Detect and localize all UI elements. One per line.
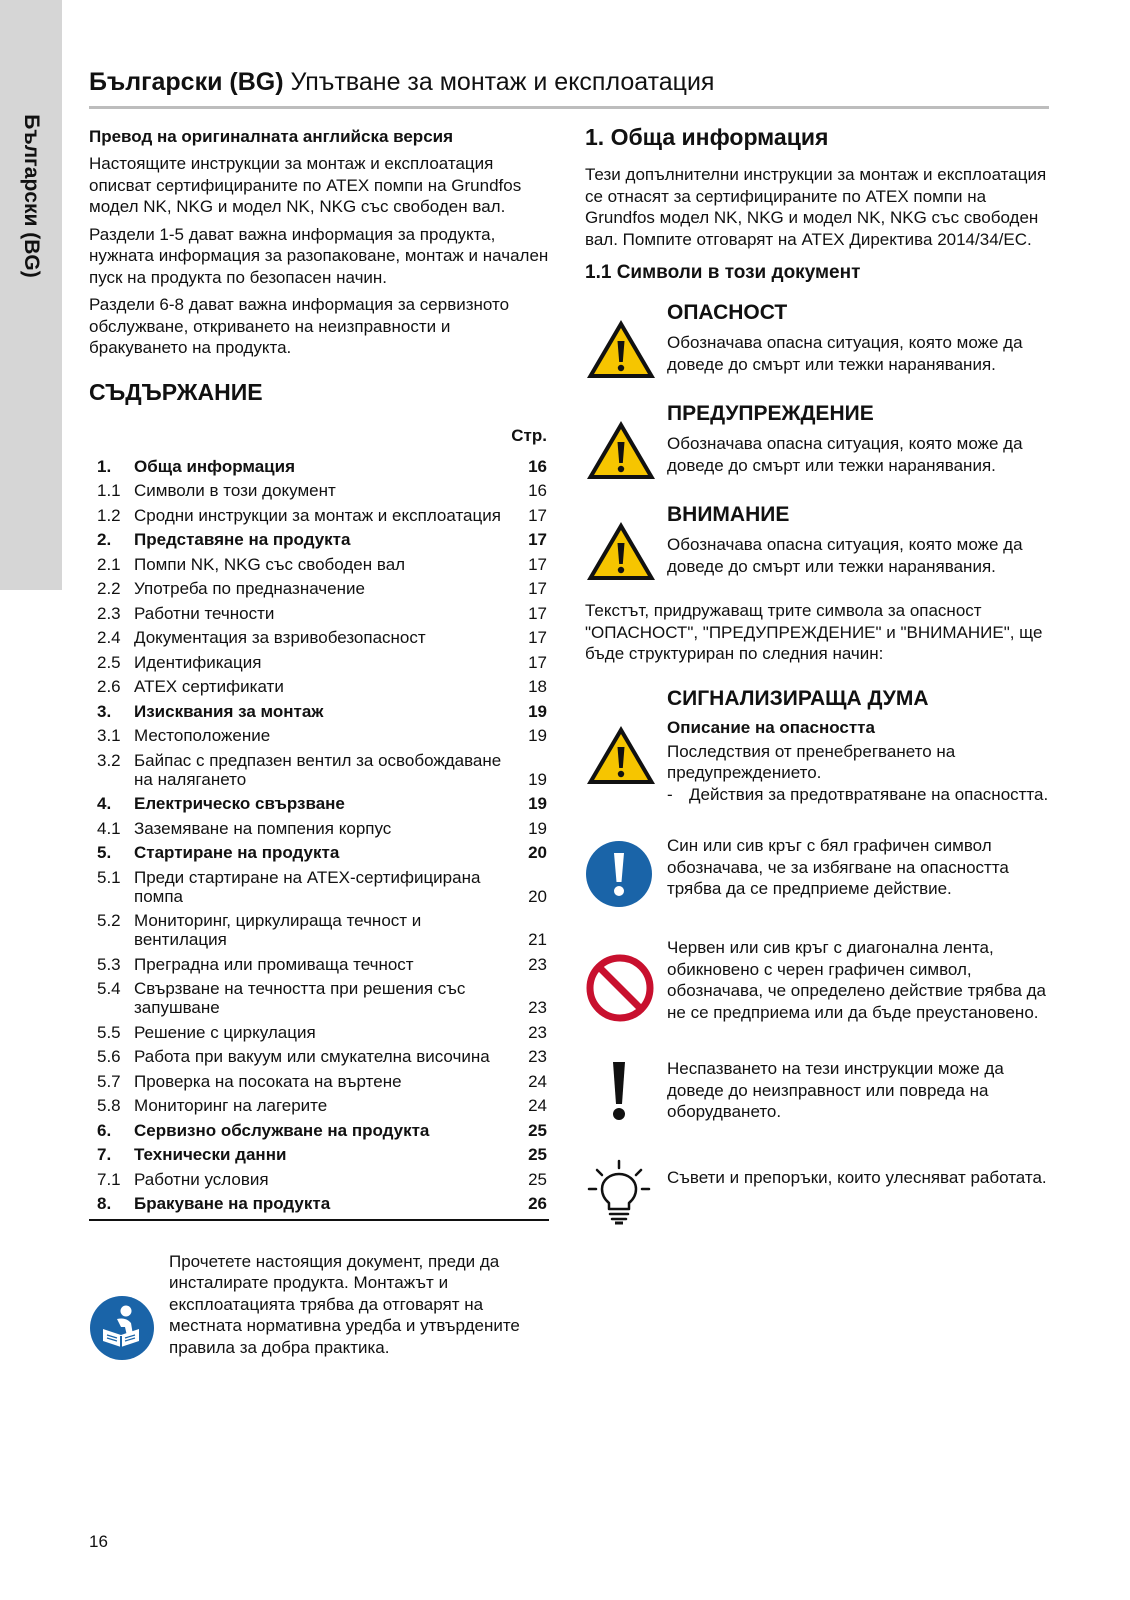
- toc-number: 7.1: [97, 1169, 121, 1189]
- signal-word-title: СИГНАЛИЗИРАЩА ДУМА: [667, 686, 929, 710]
- toc-number: 5.5: [97, 1022, 121, 1042]
- toc-row: [89, 653, 549, 672]
- toc-entry-title: Употреба по предназначение: [134, 579, 365, 598]
- toc-page-number: 20: [528, 886, 547, 906]
- toc-page-number: 25: [528, 1145, 547, 1164]
- toc-number: 5.4: [97, 979, 121, 998]
- warning-triangle-icon: [585, 687, 667, 806]
- toc-page-number: 25: [528, 1169, 547, 1189]
- toc-number: 2.3: [97, 603, 121, 623]
- toc-row: [89, 751, 549, 789]
- read-instructions-text: Прочетете настоящия документ, преди да инсталирате продукта. Монтажът и експлоатацията трябва да отговарят на местната нормативна уредба и утвърдените правила за добра практика.: [169, 1251, 520, 1357]
- toc-entry-title: Електрическо свързване: [134, 794, 345, 813]
- exclamation-icon: [585, 1058, 667, 1127]
- toc-entry-title: Работа при вакуум или смукателна височина: [134, 1047, 490, 1066]
- toc-row: [89, 911, 549, 949]
- toc-number: 1.: [97, 456, 112, 476]
- toc-page-number: 17: [528, 554, 547, 574]
- toc-entry-title: Символи в този документ: [134, 481, 336, 500]
- toc-number: 5.: [97, 843, 112, 862]
- red-circle-text: Червен или сив кръг с диагонална лента, обикновено с черен графичен символ, обозначава, че определено действие трябва да не се предприема или да бъде преустановено.: [667, 938, 1046, 1022]
- toc-number: 1.1: [97, 481, 121, 500]
- toc-row: [89, 579, 549, 598]
- tips-text: Съвети и препоръки, които улесняват работата.: [667, 1168, 1047, 1187]
- toc-entry-title: Технически данни: [134, 1145, 287, 1164]
- toc-page-number: 17: [528, 603, 547, 623]
- caution-block: [585, 503, 1050, 588]
- action-text: Действия за предотвратяване на опасността.: [689, 784, 1049, 804]
- toc-page-number: 23: [528, 998, 547, 1017]
- equipment-note-row: [585, 1058, 1050, 1127]
- intro-paragraph: Настоящите инструкции за монтаж и експлоатация описват сертифицираните по ATEX помпи на Grundfos модел NK, NKG и модел NK, NKG със свободен вал.: [89, 154, 522, 216]
- toc-page-number: 17: [528, 628, 547, 647]
- side-tab-label: Български (BG): [20, 114, 43, 278]
- toc-row: [89, 726, 549, 745]
- toc-number: 7.: [97, 1145, 112, 1164]
- warning-triangle-icon: [585, 301, 667, 386]
- toc-number: 5.6: [97, 1047, 121, 1066]
- structure-text: Текстът, придружаващ трите символа за опасност "ОПАСНОСТ", "ПРЕДУПРЕЖДЕНИЕ" и "ВНИМАНИЕ", ще бъде структуриран по следния начин:: [585, 601, 1043, 663]
- right-column: [585, 124, 1050, 1230]
- danger-block: [585, 301, 1050, 386]
- toc-page-number: 17: [528, 652, 547, 672]
- toc-row: [89, 794, 549, 813]
- translation-title: Превод на оригиналната английска версия: [89, 127, 454, 146]
- toc-number: 8.: [97, 1194, 112, 1213]
- toc-page-number: 17: [528, 579, 547, 598]
- toc-entry-title: Стартиране на продукта: [134, 843, 340, 862]
- tips-row: [585, 1167, 1050, 1230]
- toc-entry-title: Идентификация: [134, 652, 262, 672]
- toc-page-number: 23: [528, 1047, 547, 1066]
- table-of-contents: [89, 457, 549, 1214]
- toc-entry-title: Преди стартиране на ATEX-сертифицирана помпа: [134, 867, 481, 906]
- prohibition-row: [585, 937, 1050, 1028]
- warning-triangle-icon: [585, 503, 667, 588]
- toc-page-number: 17: [528, 530, 547, 549]
- toc-entry-title: Байпас с предпазен вентил за освобождаване на налягането: [134, 750, 502, 789]
- toc-page-number: 24: [528, 1096, 547, 1115]
- prohibition-icon: [585, 937, 667, 1028]
- mandatory-action-row: [585, 835, 1050, 913]
- toc-page-number: 19: [528, 818, 547, 838]
- toc-number: 4.: [97, 794, 112, 813]
- toc-entry-title: Представяне на продукта: [134, 530, 351, 549]
- toc-row: [89, 1194, 549, 1213]
- toc-entry-title: Изисквания за монтаж: [134, 701, 324, 721]
- lightbulb-icon: [585, 1159, 667, 1230]
- toc-row: [89, 555, 549, 574]
- intro-paragraph: Раздели 6-8 дават важна информация за сервизното обслужване, откриването на неизправности и бракуването на продукта.: [89, 295, 510, 357]
- toc-row: [89, 628, 549, 647]
- toc-page-number: 23: [528, 1022, 547, 1042]
- toc-row: [89, 819, 549, 838]
- warning-block: [585, 402, 1050, 487]
- toc-entry-title: Помпи NK, NKG със свободен вал: [134, 554, 406, 574]
- mandatory-action-icon: [585, 835, 667, 913]
- toc-row: [89, 506, 549, 525]
- toc-row: [89, 457, 549, 476]
- toc-row: [89, 955, 549, 974]
- toc-entry-title: Проверка на посоката на въртене: [134, 1071, 402, 1091]
- toc-page-number: 16: [528, 481, 547, 500]
- page-title-text: Упътване за монтаж и експлоатация: [290, 68, 715, 96]
- blue-circle-text: Син или сив кръг с бял графичен символ обозначава, че за избягване на опасността трябва да се предприеме действие.: [667, 836, 1009, 898]
- toc-entry-title: Решение с циркулация: [134, 1022, 316, 1042]
- page-number: 16: [89, 1532, 108, 1551]
- toc-row: [89, 702, 549, 721]
- signal-word-block: [585, 687, 1050, 806]
- toc-number: 2.2: [97, 579, 121, 598]
- toc-row: [89, 530, 549, 549]
- danger-title: ОПАСНОСТ: [667, 301, 788, 324]
- toc-entry-title: Свързване на течността при решения със запушване: [134, 979, 466, 1017]
- toc-number: 3.: [97, 701, 112, 721]
- warning-title: ПРЕДУПРЕЖДЕНИЕ: [667, 402, 874, 425]
- toc-row: [89, 1121, 549, 1140]
- toc-page-number: 20: [528, 843, 547, 862]
- toc-number: 5.7: [97, 1071, 121, 1091]
- toc-page-number: 19: [528, 769, 547, 789]
- toc-row: [89, 1047, 549, 1066]
- caution-title: ВНИМАНИЕ: [667, 503, 790, 526]
- toc-page-number: 19: [528, 701, 547, 721]
- toc-entry-title: Работни условия: [134, 1169, 269, 1189]
- toc-entry-title: Сервизно обслужване на продукта: [134, 1120, 430, 1140]
- toc-page-number: 24: [528, 1071, 547, 1091]
- toc-number: 2.1: [97, 554, 121, 574]
- toc-row: [89, 1072, 549, 1091]
- toc-row: [89, 979, 549, 1017]
- toc-entry-title: Мониторинг на лагерите: [134, 1096, 328, 1115]
- toc-page-number: 21: [528, 930, 547, 949]
- toc-row: [89, 843, 549, 862]
- toc-number: 1.2: [97, 505, 121, 525]
- toc-page-number: 17: [528, 505, 547, 525]
- toc-row: [89, 1096, 549, 1115]
- toc-entry-title: ATEX сертификати: [134, 677, 284, 696]
- toc-entry-title: Сродни инструкции за монтаж и експлоатация: [134, 505, 501, 525]
- read-instructions-note: [89, 1251, 549, 1366]
- toc-number: 5.3: [97, 954, 121, 974]
- warning-triangle-icon: [585, 402, 667, 487]
- danger-description: Обозначава опасна ситуация, която може да доведе до смърт или тежки наранявания.: [667, 333, 1023, 374]
- toc-title: СЪДЪРЖАНИЕ: [89, 378, 263, 405]
- side-tab: [0, 0, 62, 590]
- toc-page-number: 25: [528, 1120, 547, 1140]
- toc-number: 3.1: [97, 726, 121, 745]
- section-heading: 1. Обща информация: [585, 124, 829, 150]
- toc-number: 4.1: [97, 818, 121, 838]
- header-divider: [89, 106, 1049, 109]
- toc-number: 2.4: [97, 628, 121, 647]
- page-title: [89, 68, 1049, 97]
- toc-number: 2.: [97, 530, 112, 549]
- toc-row: [89, 868, 549, 906]
- dash-bullet: -: [667, 784, 673, 804]
- toc-entry-title: Мониторинг, циркулираща течност и вентилация: [134, 911, 422, 949]
- toc-entry-title: Обща информация: [134, 456, 295, 476]
- subsection-heading: 1.1 Символи в този документ: [585, 262, 861, 283]
- toc-number: 5.1: [97, 867, 121, 887]
- toc-page-header: Стр.: [511, 425, 547, 445]
- toc-entry-title: Заземяване на помпения корпус: [134, 818, 392, 838]
- toc-entry-title: Бракуване на продукта: [134, 1194, 331, 1213]
- warning-description: Обозначава опасна ситуация, която може да доведе до смърт или тежки наранявания.: [667, 434, 1023, 475]
- toc-divider: [89, 1219, 549, 1221]
- page-title-language: Български (BG): [89, 68, 284, 96]
- caution-description: Обозначава опасна ситуация, която може да доведе до смърт или тежки наранявания.: [667, 535, 1023, 576]
- action-item: [667, 784, 1050, 806]
- toc-row: [89, 1023, 549, 1042]
- toc-row: [89, 604, 549, 623]
- toc-entry-title: Работни течности: [134, 603, 275, 623]
- toc-entry-title: Преградна или промиваща течност: [134, 954, 414, 974]
- left-column: [89, 127, 549, 1366]
- toc-row: [89, 481, 549, 500]
- section-intro: Тези допълнителни инструкции за монтаж и експлоатация се отнасят за сертифицираните по ATEX помпи на Grundfos модел NK, NKG и модел NK, NKG със свободен вал. Помпите отговарят на ATEX Директива 2014/34/EC.: [585, 165, 1047, 249]
- toc-number: 2.5: [97, 652, 121, 672]
- toc-entry-title: Документация за взривобезопасност: [134, 628, 426, 647]
- toc-page-number: 18: [528, 677, 547, 696]
- toc-number: 3.2: [97, 750, 121, 770]
- toc-page-number: 19: [528, 726, 547, 745]
- toc-row: [89, 1145, 549, 1164]
- toc-page-number: 16: [528, 456, 547, 476]
- exclamation-text: Неспазването на тези инструкции може да доведе до неизправност или повреда на оборудването.: [667, 1059, 1004, 1121]
- toc-number: 6.: [97, 1120, 112, 1140]
- toc-page-number: 26: [528, 1194, 547, 1213]
- consequence-text: Последствия от пренебрегването на предупреждението.: [667, 741, 956, 782]
- toc-page-number: 19: [528, 794, 547, 813]
- toc-page-number: 23: [528, 954, 547, 974]
- toc-number: 2.6: [97, 677, 121, 696]
- toc-number: 5.2: [97, 911, 121, 930]
- toc-row: [89, 677, 549, 696]
- hazard-description-title: Описание на опасността: [667, 717, 875, 737]
- read-manual-icon: [89, 1251, 169, 1366]
- toc-number: 5.8: [97, 1096, 121, 1115]
- toc-row: [89, 1170, 549, 1189]
- toc-entry-title: Местоположение: [134, 726, 271, 745]
- intro-paragraph: Раздели 1-5 дават важна информация за продукта, нужната информация за разопаковане, монтаж и начален пуск на продукта по безопасен начин.: [89, 224, 549, 287]
